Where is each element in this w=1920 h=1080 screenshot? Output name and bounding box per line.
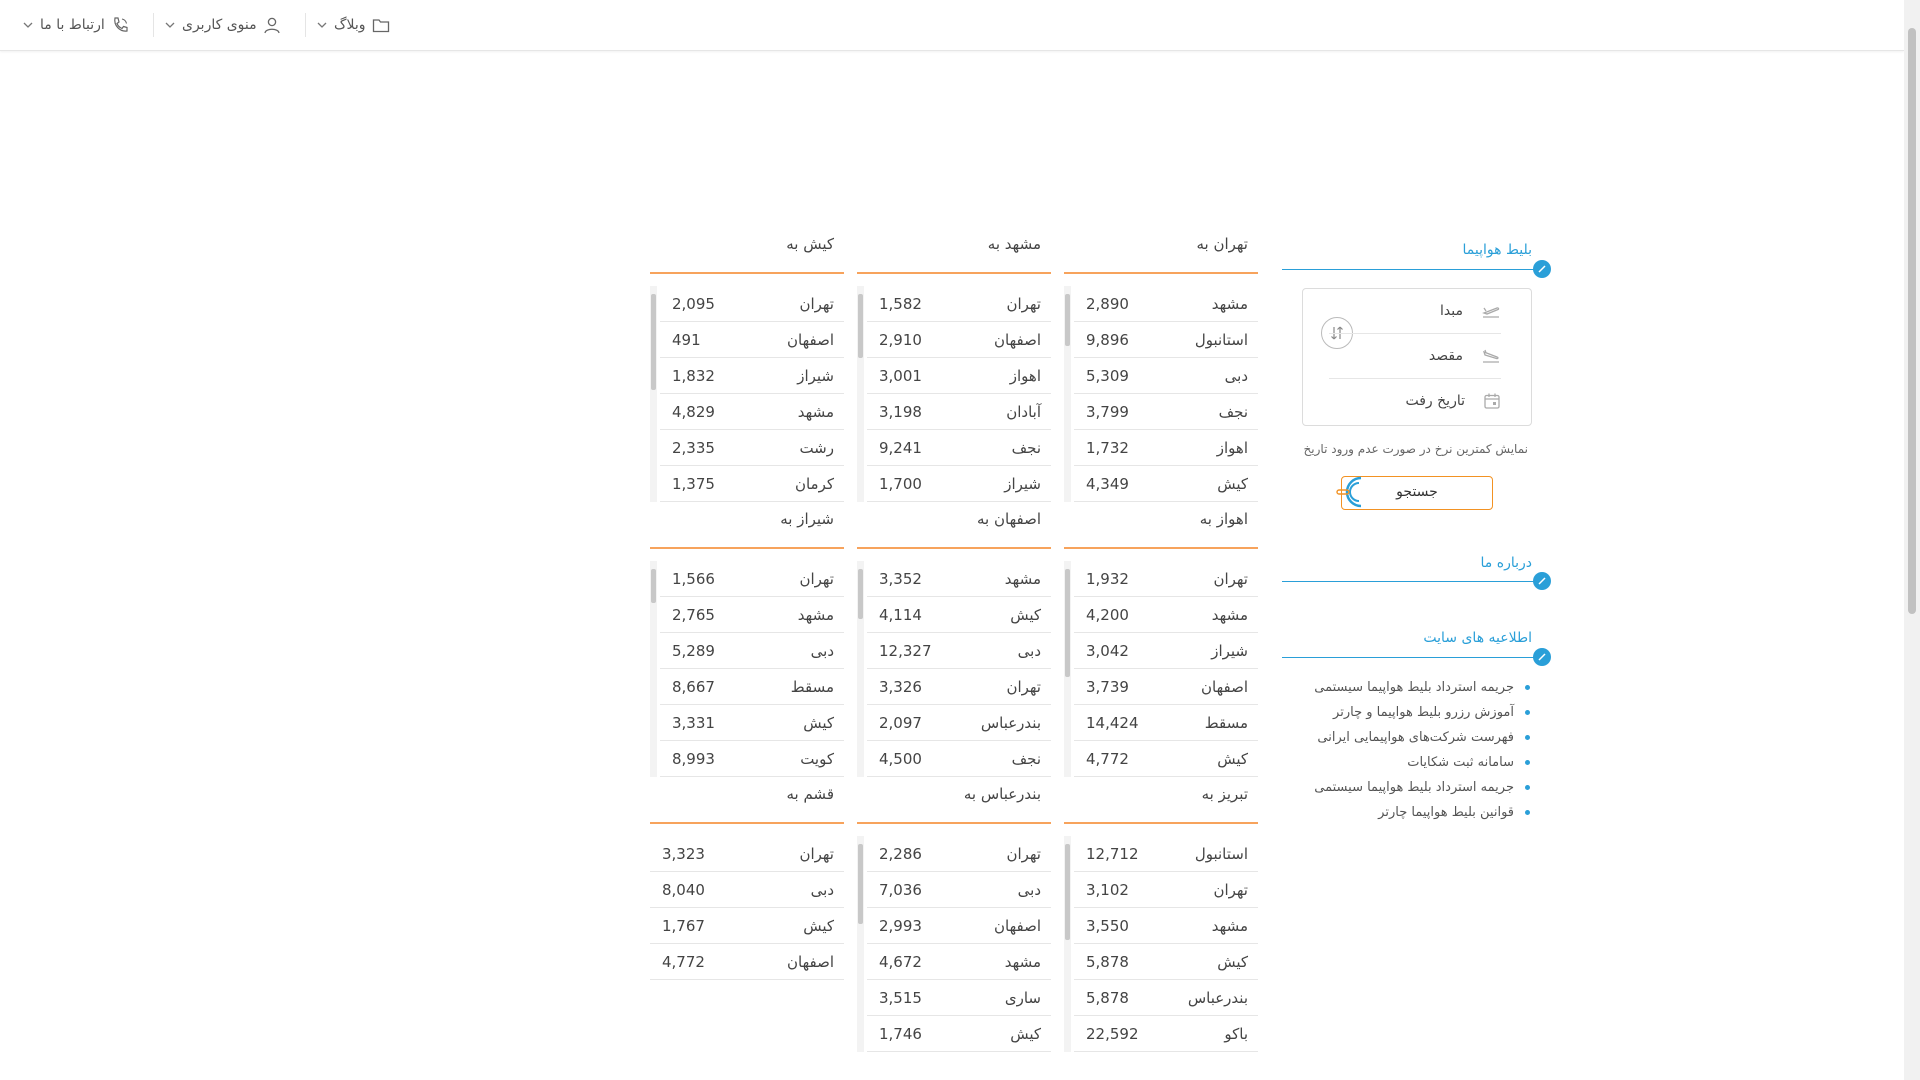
- notice-link[interactable]: قوانین بلیط هواپیما چارتر: [1282, 800, 1532, 825]
- route-row[interactable]: [867, 1016, 1051, 1052]
- route-table-title: تبریز به: [1201, 785, 1248, 803]
- route-table-body: [650, 286, 844, 502]
- route-price: 4,772: [1086, 749, 1129, 768]
- route-price: 4,200: [1086, 605, 1129, 624]
- plane-takeoff-icon: [1481, 303, 1501, 319]
- route-price: 5,878: [1086, 952, 1129, 971]
- route-price: 4,772: [662, 952, 705, 971]
- route-destination: مشهد: [1211, 916, 1248, 935]
- route-destination: کیش: [803, 916, 834, 935]
- route-destination: ساری: [1004, 988, 1041, 1007]
- route-destination: کیش: [1010, 605, 1041, 624]
- route-destination: نجف: [1011, 438, 1041, 457]
- route-row[interactable]: [660, 286, 844, 322]
- route-table-title: مشهد به: [987, 235, 1041, 253]
- route-price: 3,042: [1086, 641, 1129, 660]
- nav-blog-label: وبلاگ: [334, 17, 366, 33]
- route-table-scrollbar[interactable]: [857, 561, 864, 777]
- nav-divider: [153, 13, 154, 37]
- route-table-underline: [857, 547, 1051, 549]
- route-row[interactable]: [867, 872, 1051, 908]
- route-price: 12,712: [1086, 844, 1139, 863]
- route-price: 3,198: [879, 402, 922, 421]
- route-price: 8,993: [672, 749, 715, 768]
- route-destination: تهران: [799, 844, 834, 863]
- route-price: 5,878: [1086, 988, 1129, 1007]
- route-row[interactable]: [867, 980, 1051, 1016]
- route-price: 491: [672, 330, 701, 349]
- route-price: 3,102: [1086, 880, 1129, 899]
- route-price: 9,896: [1086, 330, 1129, 349]
- route-row[interactable]: [1074, 633, 1258, 669]
- chevron-down-icon: [316, 19, 328, 31]
- route-row[interactable]: [867, 669, 1051, 705]
- route-table: [1064, 505, 1258, 777]
- route-price: 1,582: [879, 294, 922, 313]
- route-price: 22,592: [1086, 1024, 1139, 1043]
- route-price: 2,993: [879, 916, 922, 935]
- route-table-underline: [1064, 272, 1258, 274]
- loading-spinner-icon: [1333, 474, 1373, 510]
- route-table: [1064, 230, 1258, 502]
- route-destination: مسقط: [790, 677, 834, 696]
- route-destination: رشت: [799, 438, 834, 457]
- route-row[interactable]: [1074, 741, 1258, 777]
- route-destination: مشهد: [797, 605, 834, 624]
- edit-icon: [1533, 572, 1551, 590]
- route-table-scrollbar-thumb[interactable]: [858, 569, 863, 619]
- route-table: [650, 505, 844, 777]
- route-price: 1,746: [879, 1024, 922, 1043]
- route-price: 2,910: [879, 330, 922, 349]
- route-destination: کویت: [800, 749, 834, 768]
- chevron-down-icon: [164, 19, 176, 31]
- route-destination: کیش: [1217, 474, 1248, 493]
- route-destination: اصفهان: [994, 330, 1041, 349]
- route-price: 9,241: [879, 438, 922, 457]
- route-table: [650, 780, 844, 980]
- route-table-list: [867, 561, 1051, 777]
- top-navbar: [0, 0, 1904, 51]
- origin-placeholder: مبدا: [1440, 303, 1463, 319]
- section-divider: [1282, 269, 1542, 270]
- route-price: 3,739: [1086, 677, 1129, 696]
- notice-link[interactable]: سامانه ثبت شکایات: [1282, 750, 1532, 775]
- notice-link[interactable]: آموزش رزرو بلیط هواپیما و چارتر: [1282, 700, 1532, 725]
- origin-field[interactable]: [1329, 289, 1501, 333]
- route-row[interactable]: [1074, 872, 1258, 908]
- route-destination: اهواز: [1009, 366, 1041, 385]
- route-table-underline: [1064, 822, 1258, 824]
- section-divider: [1282, 657, 1542, 658]
- departure-date-field[interactable]: [1329, 379, 1501, 423]
- route-price: 2,890: [1086, 294, 1129, 313]
- route-row[interactable]: [1074, 394, 1258, 430]
- route-table-scrollbar[interactable]: [857, 836, 864, 1052]
- page-scrollbar-thumb[interactable]: [1908, 28, 1916, 614]
- route-row[interactable]: [650, 872, 844, 908]
- route-price: 1,375: [672, 474, 715, 493]
- route-row[interactable]: [867, 705, 1051, 741]
- route-table-title: بندرعباس به: [963, 785, 1041, 803]
- route-table-title: تهران به: [1196, 235, 1248, 253]
- route-destination: نجف: [1011, 749, 1041, 768]
- route-row[interactable]: [867, 466, 1051, 502]
- route-destination: تهران: [1006, 844, 1041, 863]
- route-price: 8,667: [672, 677, 715, 696]
- route-price: 1,767: [662, 916, 705, 935]
- edit-icon: [1533, 648, 1551, 666]
- route-destination: کیش: [1217, 952, 1248, 971]
- route-row[interactable]: [1074, 980, 1258, 1016]
- route-table-body: [1064, 561, 1258, 777]
- route-row[interactable]: [867, 394, 1051, 430]
- route-table-list: [1074, 836, 1258, 1052]
- route-row[interactable]: [867, 286, 1051, 322]
- route-table-underline: [857, 272, 1051, 274]
- route-price: 4,829: [672, 402, 715, 421]
- route-table: [1064, 780, 1258, 1052]
- ticket-section-title: بلیط هواپیما: [1462, 242, 1532, 258]
- notice-link[interactable]: فهرست شرکت‌های هواپیمایی ایرانی: [1282, 725, 1532, 750]
- route-price: 3,515: [879, 988, 922, 1007]
- route-row[interactable]: [1074, 944, 1258, 980]
- nav-divider: [305, 13, 306, 37]
- calendar-icon: [1483, 392, 1501, 410]
- route-row[interactable]: [650, 944, 844, 980]
- route-row[interactable]: [660, 430, 844, 466]
- route-destination: دبی: [810, 880, 834, 899]
- route-table-list: [1074, 286, 1258, 502]
- route-table-list: [1074, 561, 1258, 777]
- route-destination: باکو: [1224, 1024, 1248, 1043]
- route-row[interactable]: [867, 633, 1051, 669]
- route-table-body: [650, 836, 844, 980]
- route-table-body: [857, 836, 1051, 1052]
- route-table-body: [857, 561, 1051, 777]
- route-price: 3,550: [1086, 916, 1129, 935]
- route-row[interactable]: [1074, 669, 1258, 705]
- route-destination: کیش: [1217, 749, 1248, 768]
- route-destination: کرمان: [794, 474, 834, 493]
- route-destination: اصفهان: [994, 916, 1041, 935]
- route-price: 2,765: [672, 605, 715, 624]
- route-price: 5,289: [672, 641, 715, 660]
- route-row[interactable]: [867, 836, 1051, 872]
- route-table-scrollbar-thumb[interactable]: [651, 294, 656, 390]
- route-price: 7,036: [879, 880, 922, 899]
- route-price: 5,309: [1086, 366, 1129, 385]
- route-table-list: [650, 836, 844, 980]
- section-divider: [1282, 581, 1542, 582]
- route-table-body: [1064, 836, 1258, 1052]
- route-row[interactable]: [1074, 597, 1258, 633]
- route-row[interactable]: [867, 561, 1051, 597]
- route-row[interactable]: [660, 741, 844, 777]
- route-destination: دبی: [1224, 366, 1248, 385]
- nav-contact-label: ارتباط با ما: [40, 17, 105, 33]
- route-row[interactable]: [660, 322, 844, 358]
- route-price: 2,286: [879, 844, 922, 863]
- route-row[interactable]: [660, 669, 844, 705]
- route-table-scrollbar-thumb[interactable]: [1065, 569, 1070, 677]
- route-row[interactable]: [1074, 561, 1258, 597]
- route-table: [857, 780, 1051, 1052]
- route-table-scrollbar-thumb[interactable]: [1065, 294, 1070, 346]
- route-destination: مسقط: [1204, 713, 1248, 732]
- route-table-body: [1064, 286, 1258, 502]
- route-row[interactable]: [867, 358, 1051, 394]
- route-table: [857, 505, 1051, 777]
- route-table-scrollbar-thumb[interactable]: [858, 294, 863, 358]
- route-destination: بندرعباس: [980, 713, 1041, 732]
- page-scrollbar[interactable]: [1904, 0, 1920, 1080]
- route-table-body: [650, 561, 844, 777]
- route-row[interactable]: [1074, 430, 1258, 466]
- route-row[interactable]: [660, 597, 844, 633]
- notices-section-title: اطلاعیه های سایت: [1423, 630, 1532, 646]
- chevron-down-icon: [22, 19, 34, 31]
- route-row[interactable]: [660, 705, 844, 741]
- route-destination: استانبول: [1194, 844, 1248, 863]
- route-table-scrollbar-thumb[interactable]: [1065, 844, 1070, 940]
- route-price: 1,700: [879, 474, 922, 493]
- route-destination: مشهد: [1211, 294, 1248, 313]
- route-table-title: اهواز به: [1199, 510, 1248, 528]
- route-price: 4,114: [879, 605, 922, 624]
- route-row[interactable]: [660, 633, 844, 669]
- route-price: 3,352: [879, 569, 922, 588]
- route-destination: تهران: [1006, 677, 1041, 696]
- route-price: 2,335: [672, 438, 715, 457]
- route-destination: کیش: [1010, 1024, 1041, 1043]
- route-table-title: قشم به: [786, 785, 834, 803]
- route-table-scrollbar[interactable]: [1064, 286, 1071, 502]
- route-destination: شیراز: [1004, 474, 1041, 493]
- route-table-scrollbar-thumb[interactable]: [651, 569, 656, 603]
- route-table-title: اصفهان به: [977, 510, 1041, 528]
- route-table-underline: [650, 547, 844, 549]
- route-row[interactable]: [1074, 705, 1258, 741]
- route-price: 14,424: [1086, 713, 1139, 732]
- route-row[interactable]: [660, 394, 844, 430]
- route-price: 3,001: [879, 366, 922, 385]
- nav-blog[interactable]: [316, 14, 390, 36]
- route-price: 4,500: [879, 749, 922, 768]
- route-table-list: [660, 286, 844, 502]
- route-destination: استانبول: [1194, 330, 1248, 349]
- route-price: 12,327: [879, 641, 932, 660]
- route-price: 2,095: [672, 294, 715, 313]
- notice-link[interactable]: جریمه استرداد بلیط هواپیما سیستمی: [1282, 675, 1532, 700]
- route-table-scrollbar[interactable]: [857, 286, 864, 502]
- route-price: 3,323: [662, 844, 705, 863]
- route-table-scrollbar-thumb[interactable]: [858, 844, 863, 924]
- route-price: 2,097: [879, 713, 922, 732]
- route-price: 1,566: [672, 569, 715, 588]
- route-destination: مشهد: [797, 402, 834, 421]
- route-row[interactable]: [1074, 836, 1258, 872]
- flight-search-form: [1302, 288, 1532, 426]
- route-row[interactable]: [650, 836, 844, 872]
- notice-link[interactable]: جریمه استرداد بلیط هواپیما سیستمی: [1282, 775, 1532, 800]
- route-destination: مشهد: [1004, 569, 1041, 588]
- route-destination: شیراز: [1211, 641, 1248, 660]
- edit-icon: [1533, 260, 1551, 278]
- route-destination: شیراز: [797, 366, 834, 385]
- route-row[interactable]: [1074, 1016, 1258, 1052]
- route-price: 1,732: [1086, 438, 1129, 457]
- destination-placeholder: مقصد: [1428, 348, 1463, 364]
- route-price: 3,331: [672, 713, 715, 732]
- route-destination: اصفهان: [1201, 677, 1248, 696]
- route-table-scrollbar[interactable]: [650, 286, 657, 502]
- route-row[interactable]: [660, 466, 844, 502]
- route-table-title: کیش به: [786, 235, 834, 253]
- route-destination: تهران: [1006, 294, 1041, 313]
- route-table: [857, 230, 1051, 502]
- route-row[interactable]: [1074, 358, 1258, 394]
- route-table-title: شیراز به: [780, 510, 834, 528]
- nav-user-menu[interactable]: [164, 14, 281, 36]
- nav-user-menu-label: منوی کاربری: [182, 17, 257, 33]
- route-table-scrollbar[interactable]: [1064, 836, 1071, 1052]
- route-row[interactable]: [867, 741, 1051, 777]
- route-price: 3,799: [1086, 402, 1129, 421]
- route-destination: کیش: [803, 713, 834, 732]
- route-row[interactable]: [660, 358, 844, 394]
- notices-list: [1282, 675, 1532, 825]
- route-row[interactable]: [867, 597, 1051, 633]
- folder-icon: [372, 17, 390, 33]
- route-table-list: [867, 836, 1051, 1052]
- route-table-list: [660, 561, 844, 777]
- route-table-underline: [650, 272, 844, 274]
- route-table-body: [857, 286, 1051, 502]
- route-destination: تهران: [1213, 880, 1248, 899]
- route-destination: تهران: [799, 294, 834, 313]
- route-row[interactable]: [650, 908, 844, 944]
- route-destination: اصفهان: [787, 952, 834, 971]
- route-destination: بندرعباس: [1187, 988, 1248, 1007]
- nav-contact[interactable]: [22, 14, 129, 36]
- route-destination: نجف: [1218, 402, 1248, 421]
- route-destination: اهواز: [1216, 438, 1248, 457]
- about-section-title[interactable]: درباره ما: [1480, 555, 1532, 571]
- route-destination: اصفهان: [787, 330, 834, 349]
- phone-icon: [111, 16, 129, 34]
- route-destination: تهران: [799, 569, 834, 588]
- user-icon: [263, 16, 281, 34]
- route-table-scrollbar[interactable]: [1064, 561, 1071, 777]
- route-table-list: [867, 286, 1051, 502]
- route-price: 1,832: [672, 366, 715, 385]
- route-price: 4,349: [1086, 474, 1129, 493]
- route-table-scrollbar[interactable]: [650, 561, 657, 777]
- date-placeholder: تاریخ رفت: [1405, 393, 1465, 409]
- route-destination: مشهد: [1211, 605, 1248, 624]
- destination-field[interactable]: [1329, 334, 1501, 378]
- route-price: 1,932: [1086, 569, 1129, 588]
- route-row[interactable]: [1074, 286, 1258, 322]
- search-button-label: جستجو: [1396, 484, 1438, 500]
- route-price: 8,040: [662, 880, 705, 899]
- route-destination: آبادان: [1006, 402, 1041, 421]
- route-table-underline: [857, 822, 1051, 824]
- route-destination: مشهد: [1004, 952, 1041, 971]
- route-price: 4,672: [879, 952, 922, 971]
- route-table-underline: [650, 822, 844, 824]
- search-hint: نمایش کمترین نرخ در صورت عدم ورود تاریخ: [1303, 442, 1528, 456]
- route-destination: دبی: [1017, 880, 1041, 899]
- route-row[interactable]: [1074, 908, 1258, 944]
- route-row[interactable]: [867, 944, 1051, 980]
- route-table: [650, 230, 844, 502]
- plane-landing-icon: [1481, 348, 1501, 364]
- route-destination: تهران: [1213, 569, 1248, 588]
- route-row[interactable]: [660, 561, 844, 597]
- route-destination: دبی: [810, 641, 834, 660]
- route-row[interactable]: [867, 322, 1051, 358]
- route-table-underline: [1064, 547, 1258, 549]
- route-row[interactable]: [867, 908, 1051, 944]
- route-row[interactable]: [1074, 466, 1258, 502]
- route-row[interactable]: [867, 430, 1051, 466]
- route-row[interactable]: [1074, 322, 1258, 358]
- route-destination: دبی: [1017, 641, 1041, 660]
- route-price: 3,326: [879, 677, 922, 696]
